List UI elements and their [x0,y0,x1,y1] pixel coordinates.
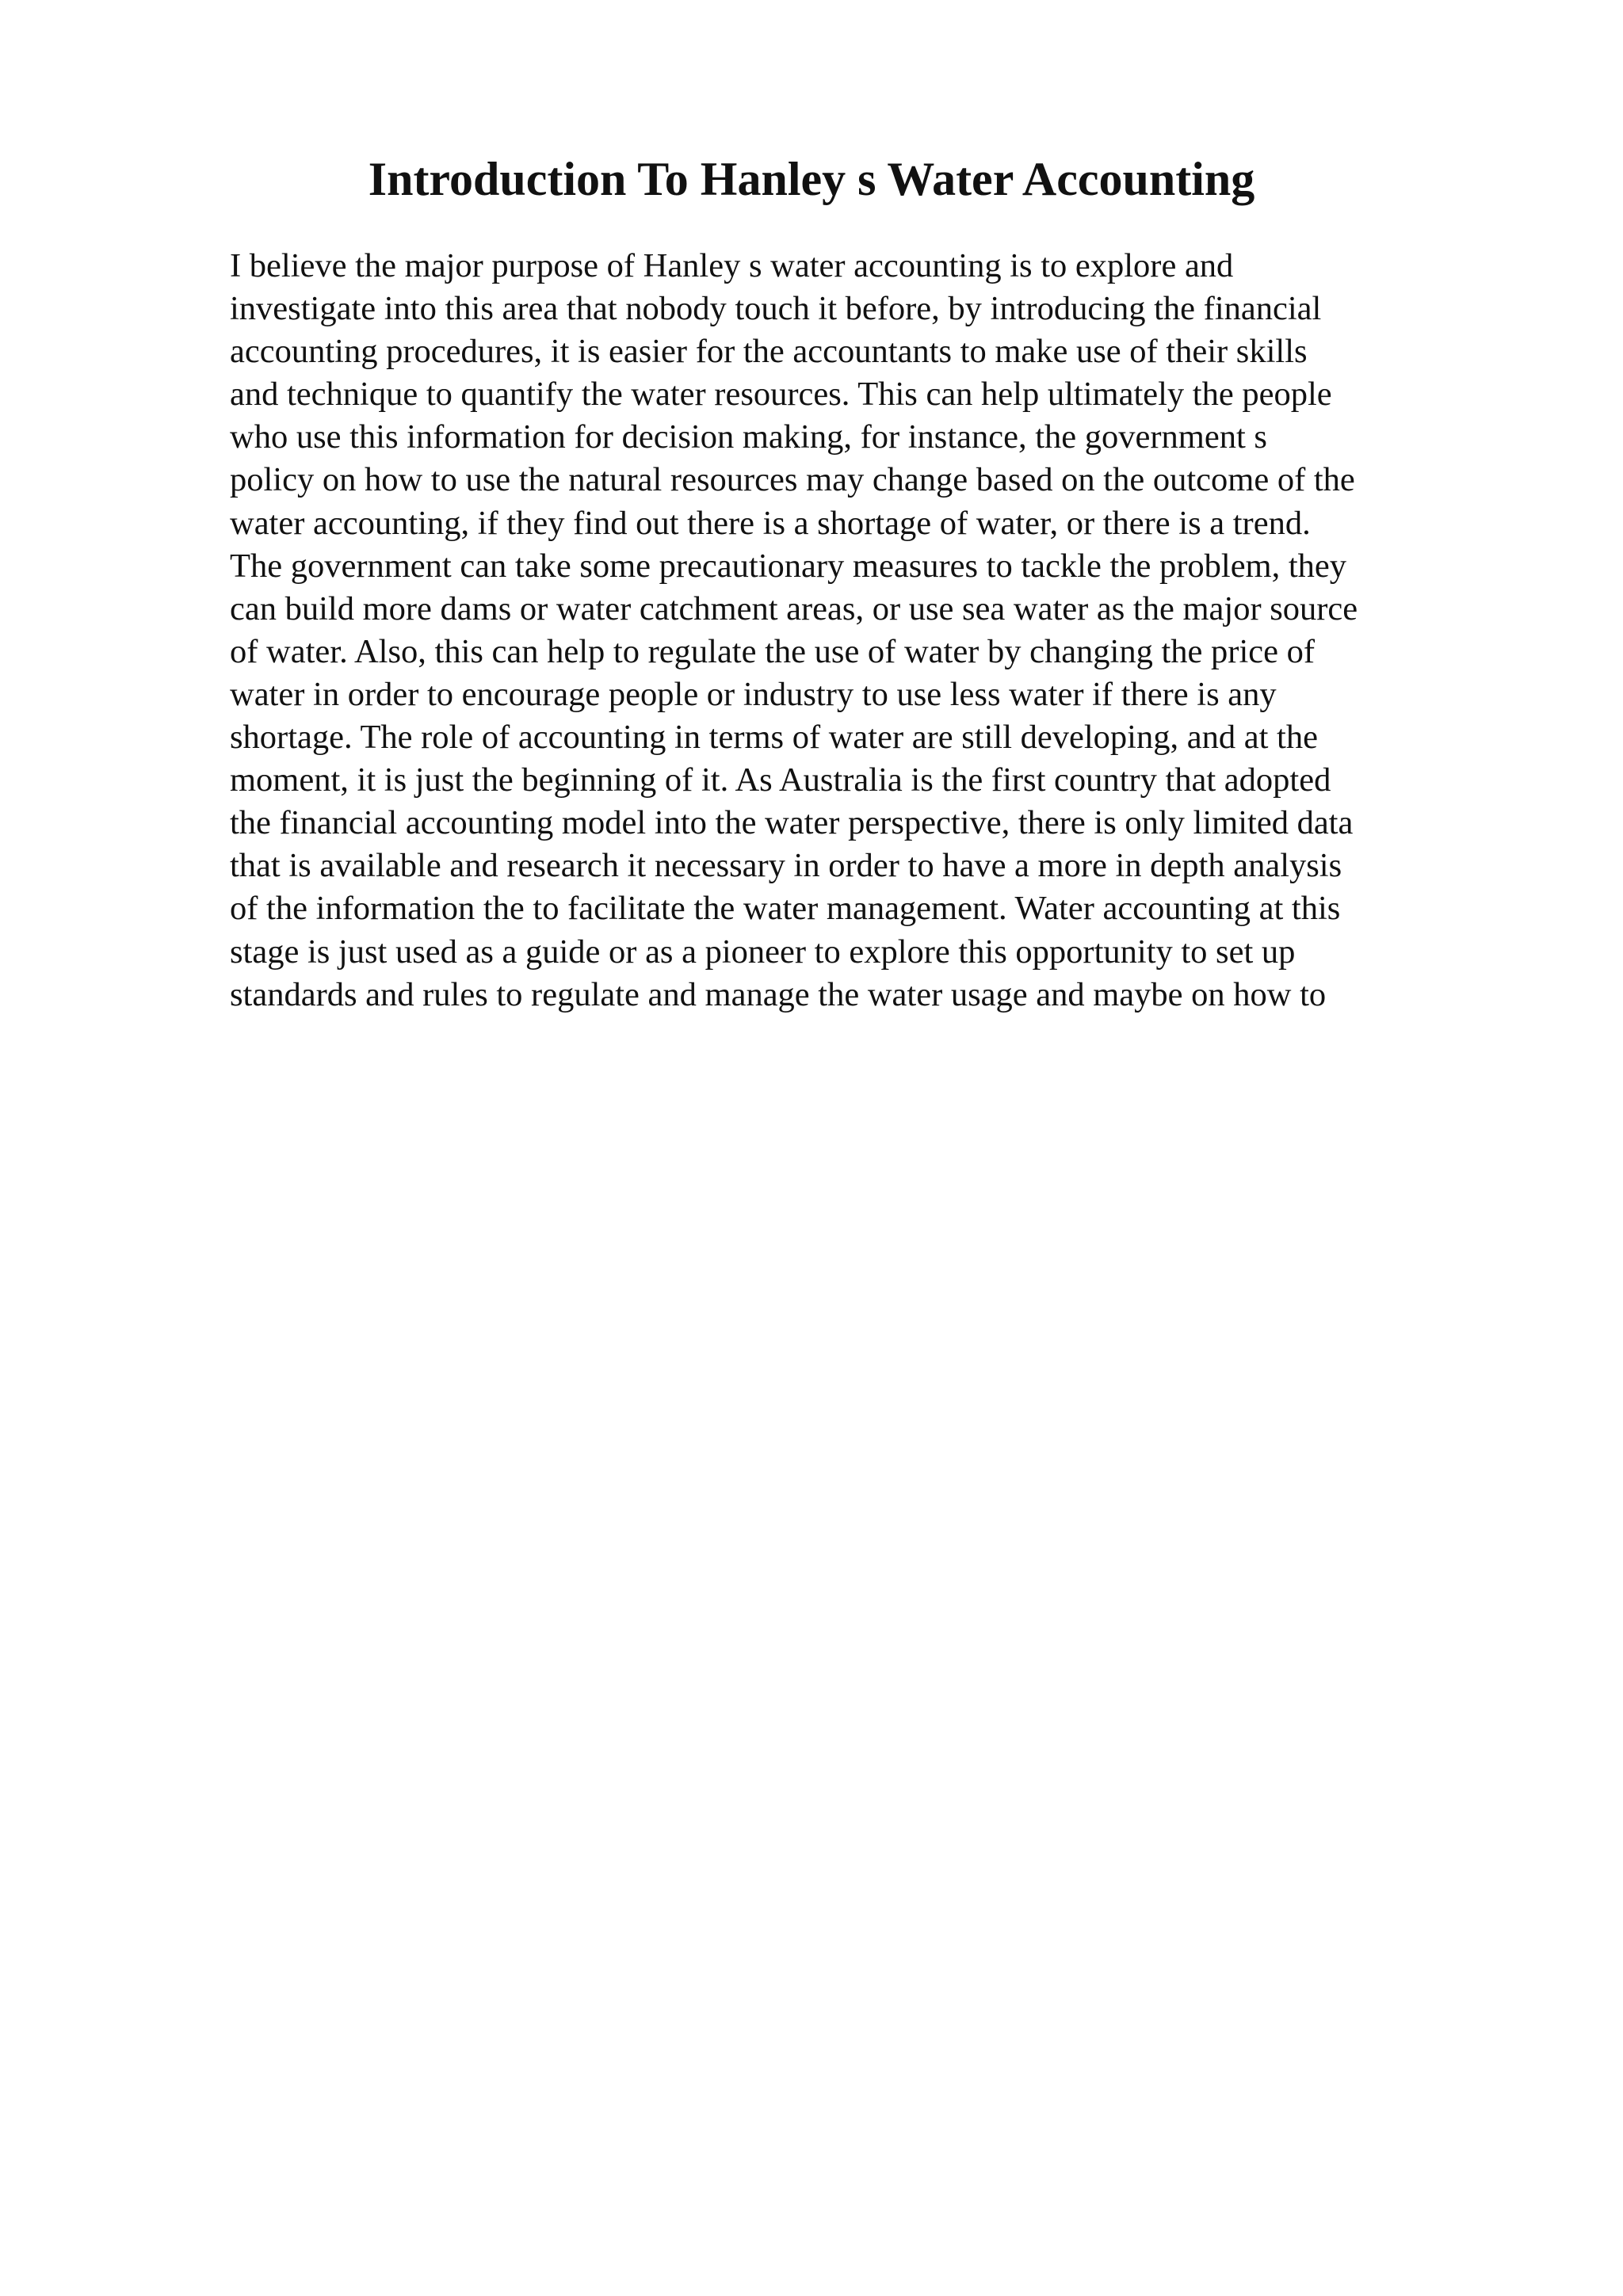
paragraph-line: I believe the major purpose of Hanley s water accounting is to explore and [230,247,1234,284]
paragraph-line: The government can take some precautionary measures to tackle the problem, they [230,547,1347,585]
paragraph-line: of water. Also, this can help to regulate the use of water by changing the price of [230,632,1316,670]
paragraph-line: policy on how to use the natural resources may change based on the outcome of the [230,461,1355,499]
paragraph-line: stage is just used as a guide or as a pioneer to explore this opportunity to set up [230,933,1296,971]
paragraph-line: and technique to quantify the water resources. This can help ultimately the people [230,376,1332,414]
paragraph-line: who use this information for decision making, for instance, the government s [230,418,1267,456]
body-paragraph [230,245,1482,1016]
paragraph-line: the financial accounting model into the water perspective, there is only limited data [230,804,1354,842]
paragraph-line: shortage. The role of accounting in terms of water are still developing, and at the [230,719,1318,757]
paragraph-line: can build more dams or water catchment areas, or use sea water as the major source [230,589,1358,627]
paragraph-line: moment, it is just the beginning of it. As Australia is the first country that adopted [230,761,1331,799]
paragraph-line: standards and rules to regulate and manage the water usage and maybe on how to [230,975,1327,1013]
document-title: Introduction To Hanley s Water Accounting [368,153,1255,205]
paragraph-line: accounting procedures, it is easier for the accountants to make use of their skills [230,333,1308,371]
paragraph-line: water in order to encourage people or industry to use less water if there is any [230,675,1277,713]
paragraph-line: that is available and research it necessary in order to have a more in depth analysis [230,847,1342,885]
paragraph-line: of the information the to facilitate the water management. Water accounting at this [230,890,1341,928]
paragraph-line: water accounting, if they find out there is a shortage of water, or there is a trend. [230,504,1311,542]
paragraph-line: investigate into this area that nobody touch it before, by introducing the financial [230,290,1322,328]
